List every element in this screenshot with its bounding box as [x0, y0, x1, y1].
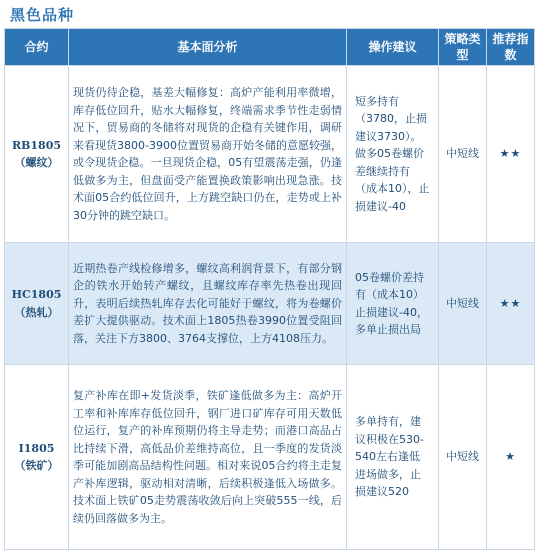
advice-cell: 多单持有，建议积极在530-540左右逢低进场做多，止损建议520 — [347, 365, 439, 550]
section-title: 黑色品种 — [10, 6, 75, 24]
table-row — [5, 365, 535, 550]
table-row — [5, 66, 535, 243]
analysis-cell: 近期热卷产线检修增多，螺纹高利润背景下，有部分钢企的铁水开始转产螺纹，且螺纹库存率先热卷出现回升，表明后续热轧库存去化可能好于螺纹，将为卷螺价差扩大提供驱动。技术面上1805热卷3990位置受阻回落，关注下方3800、3764支撑位，上方4108压力。 — [69, 243, 347, 365]
header-advice: 操作建议 — [347, 29, 439, 66]
contract-cell — [5, 66, 69, 243]
rating-stars: ★★ — [487, 243, 535, 365]
contract-cell — [5, 365, 69, 550]
strategy-cell: 中短线 — [439, 243, 487, 365]
header-fundamentals: 基本面分析 — [69, 29, 347, 66]
contract-code: I1805 — [18, 441, 55, 455]
contract-code: HC1805 — [11, 288, 62, 301]
strategy-table — [4, 28, 535, 550]
header-rating: 推荐指数 — [487, 29, 535, 66]
rating-stars: ★★ — [487, 66, 535, 243]
header-strategy: 策略类型 — [439, 29, 487, 66]
contract-name: （铁矿） — [14, 459, 59, 472]
contract-cell — [5, 243, 69, 365]
contract-name: （螺纹） — [14, 156, 59, 169]
strategy-cell: 中短线 — [439, 66, 487, 243]
header-contract: 合约 — [5, 29, 69, 66]
analysis-cell: 复产补库在即+发货淡季，铁矿逢低做多为主：高炉开工率和补库库存低位回升，钢厂进口矿库存可用天数低位运行，复产的补库预期仍将主导走势；而港口高品占比持续下滑，高低品价差维持高位，且一季度的发货淡季可能加剧高品结构性问题。相对来说05合约将主走复产补库逻辑，驱动相对清晰，后续积极逢低入场做多。技术面上铁矿05走势震荡收敛后向上突破555一线，后续仍回落做多为主。 — [69, 365, 347, 550]
table-header-row — [5, 29, 535, 66]
advice-cell: 05卷螺价差持有（成本10）止损建议-40，多单止损出局 — [347, 243, 439, 365]
analysis-cell: 现货仍待企稳，基差大幅修复：高炉产能利用率微增，库存低位回升，贴水大幅修复，终端需求季节性走弱情况下，贸易商的冬储将对现货的企稳有关键作用，调研来看现货3800-3900位置贸易商开始冬储的意愿较强，或令现货企稳。一旦现货企稳，05有望震荡走强，仍逢低做多为主，但盘面受产能置换政策影响出现急涨。技术面05合约低位回升，上方跳空缺口仍在，走势或上补30分钟的跳空缺口。 — [69, 66, 347, 243]
contract-code: RB1805 — [11, 138, 62, 152]
advice-cell: 短多持有（3780，止损建议3730）。做多05卷螺价差继续持有（成本10），止损建议-40 — [347, 66, 439, 243]
strategy-cell: 中短线 — [439, 365, 487, 550]
table-row — [5, 243, 535, 365]
contract-name: （热轧） — [14, 305, 59, 319]
rating-stars: ★ — [487, 365, 535, 550]
